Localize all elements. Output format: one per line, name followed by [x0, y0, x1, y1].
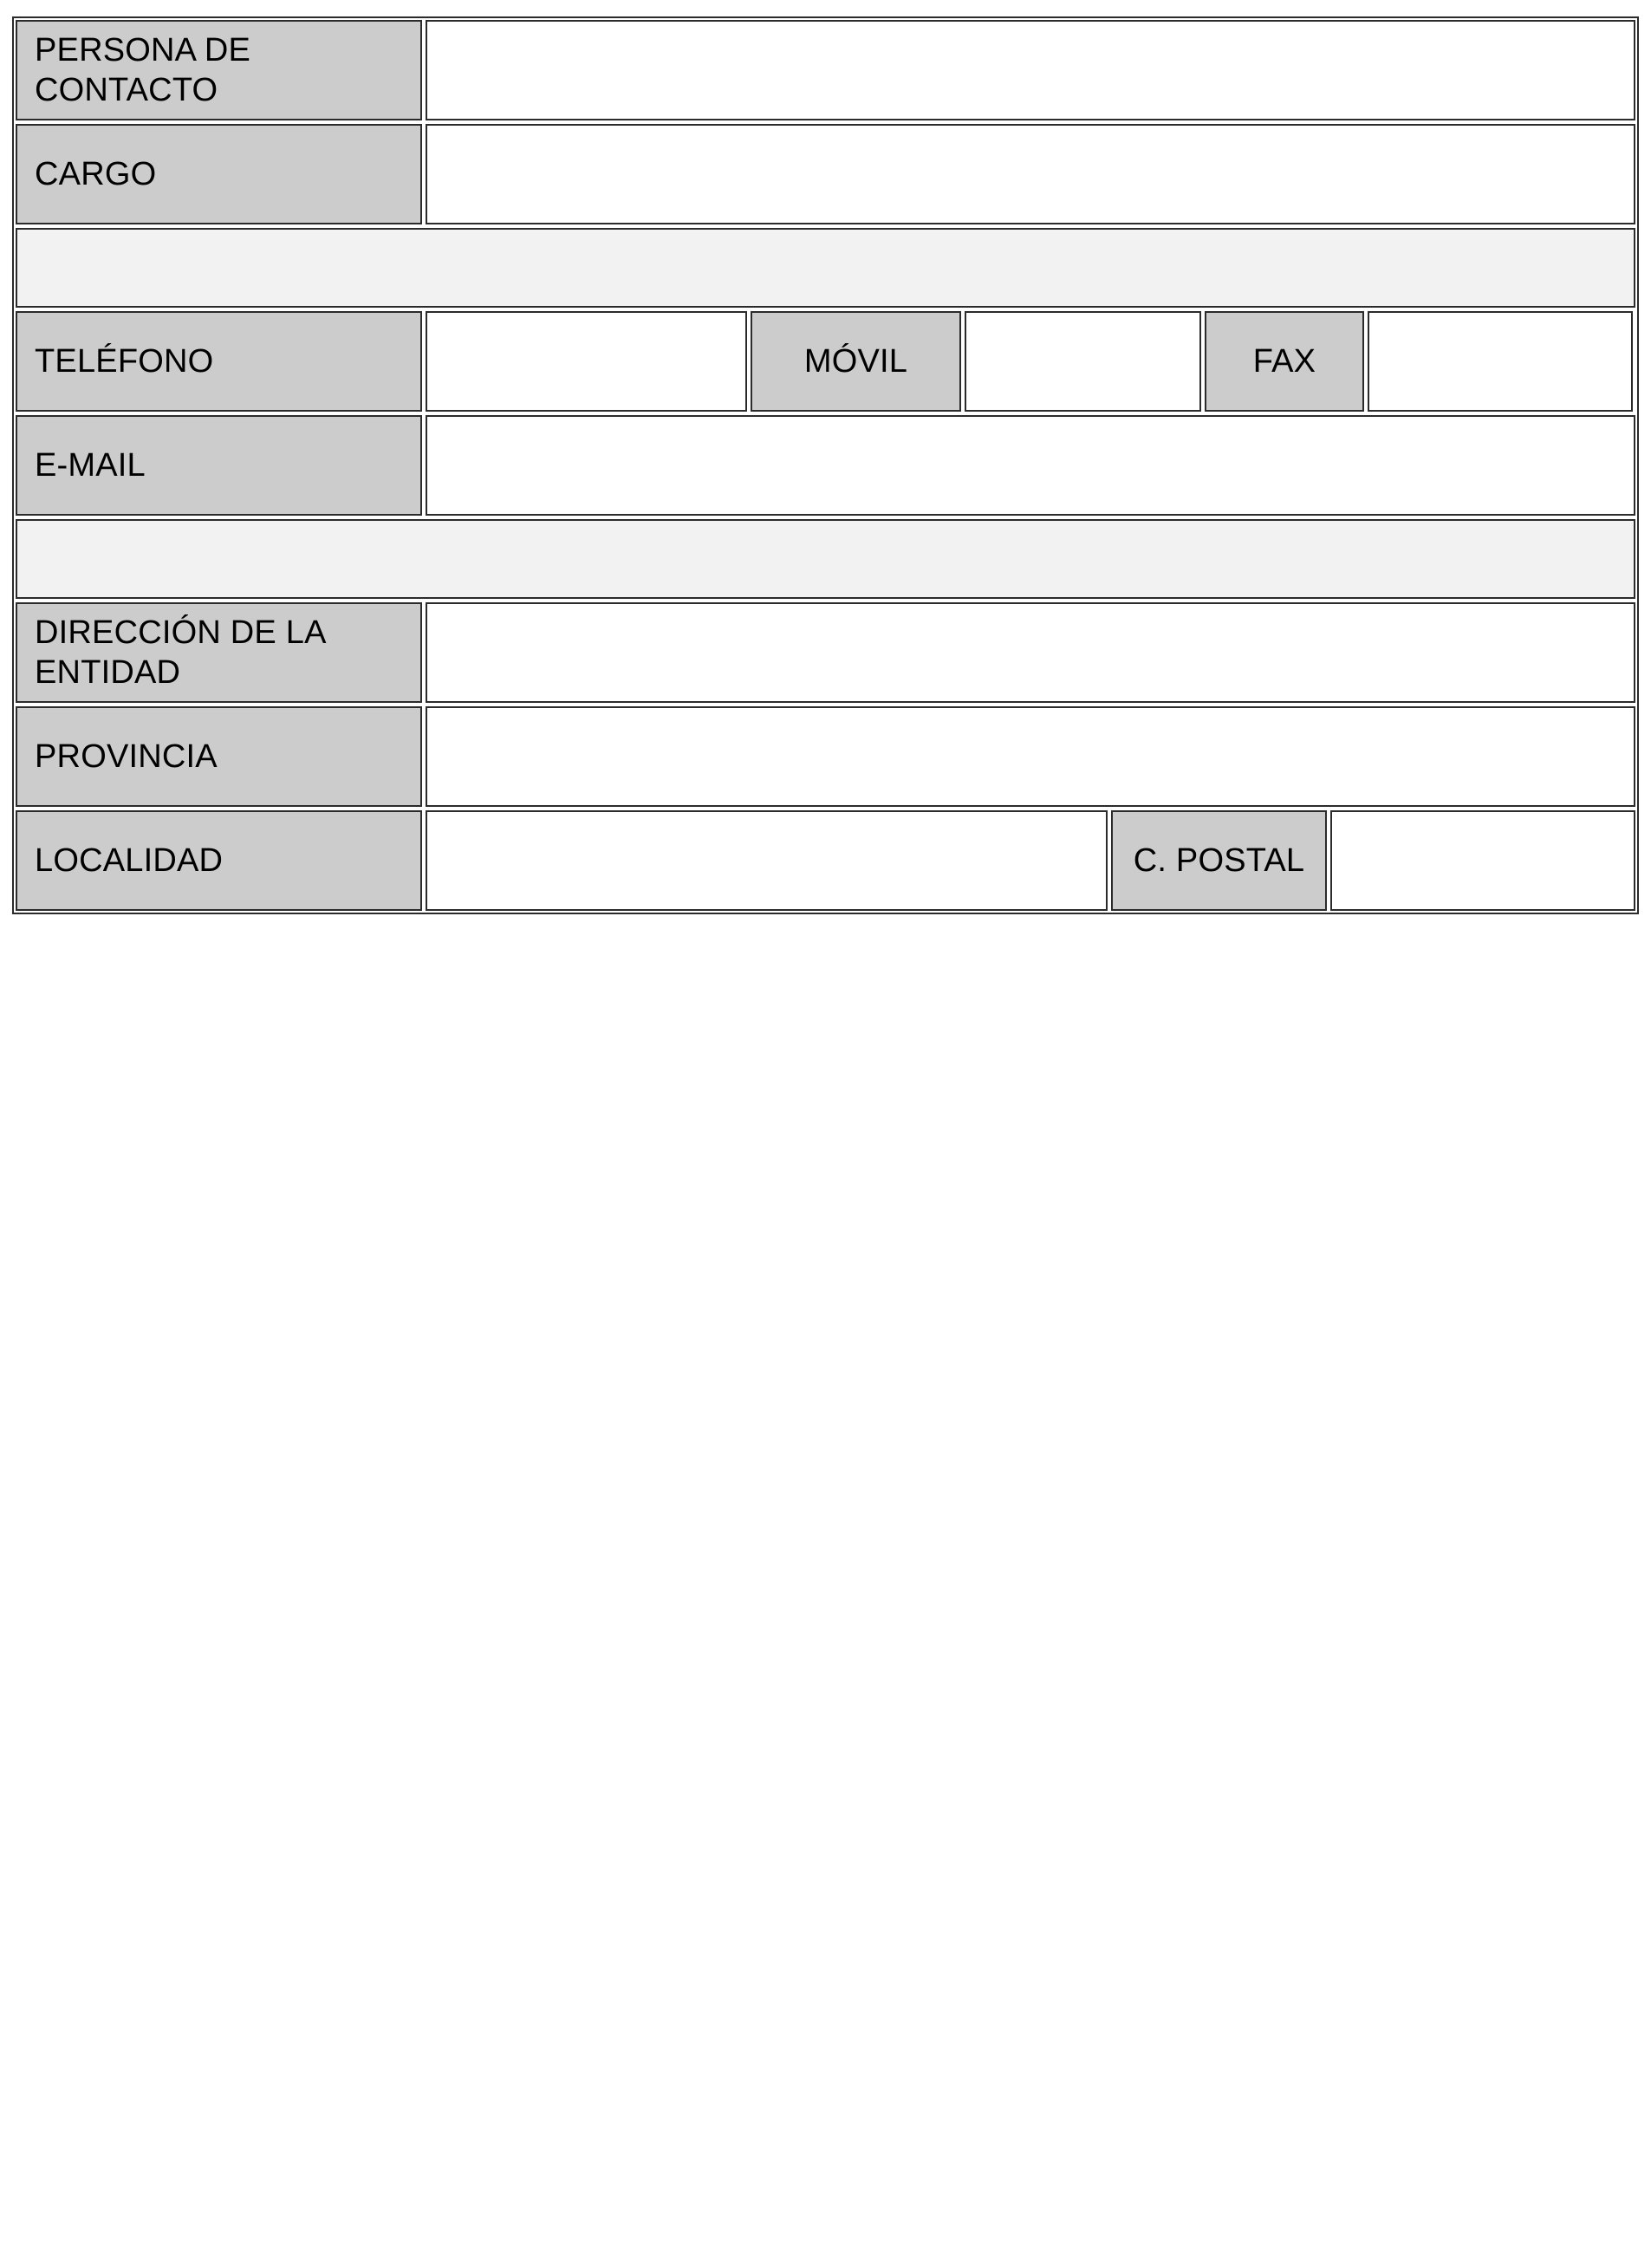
row-direccion — [16, 602, 1635, 703]
localidad-label: LOCALIDAD — [16, 810, 422, 911]
row-telefonos — [16, 311, 1635, 412]
fax-field[interactable] — [1368, 311, 1633, 412]
cargo-label: CARGO — [16, 124, 422, 224]
contact-form-table — [12, 16, 1639, 914]
section-separator — [16, 519, 1635, 599]
codigo-postal-label: C. POSTAL — [1111, 810, 1327, 911]
row-provincia — [16, 706, 1635, 807]
localidad-field[interactable] — [426, 810, 1108, 911]
movil-field[interactable] — [965, 311, 1201, 412]
row-email — [16, 415, 1635, 516]
telefono-field[interactable] — [426, 311, 747, 412]
persona-contacto-label: PERSONA DE CONTACTO — [16, 20, 422, 120]
telefono-label: TELÉFONO — [16, 311, 422, 412]
direccion-label: DIRECCIÓN DE LA ENTIDAD — [16, 602, 422, 703]
row-spacer-2 — [16, 519, 1635, 599]
persona-contacto-field[interactable] — [426, 20, 1635, 120]
direccion-field[interactable] — [426, 602, 1635, 703]
row-localidad — [16, 810, 1635, 911]
email-field[interactable] — [426, 415, 1635, 516]
section-separator — [16, 228, 1635, 308]
provincia-label: PROVINCIA — [16, 706, 422, 807]
movil-label: MÓVIL — [751, 311, 961, 412]
row-spacer-1 — [16, 228, 1635, 308]
cargo-field[interactable] — [426, 124, 1635, 224]
codigo-postal-field[interactable] — [1330, 810, 1635, 911]
row-cargo — [16, 124, 1635, 224]
email-label: E-MAIL — [16, 415, 422, 516]
row-persona-contacto — [16, 20, 1635, 120]
fax-label: FAX — [1205, 311, 1364, 412]
provincia-field[interactable] — [426, 706, 1635, 807]
